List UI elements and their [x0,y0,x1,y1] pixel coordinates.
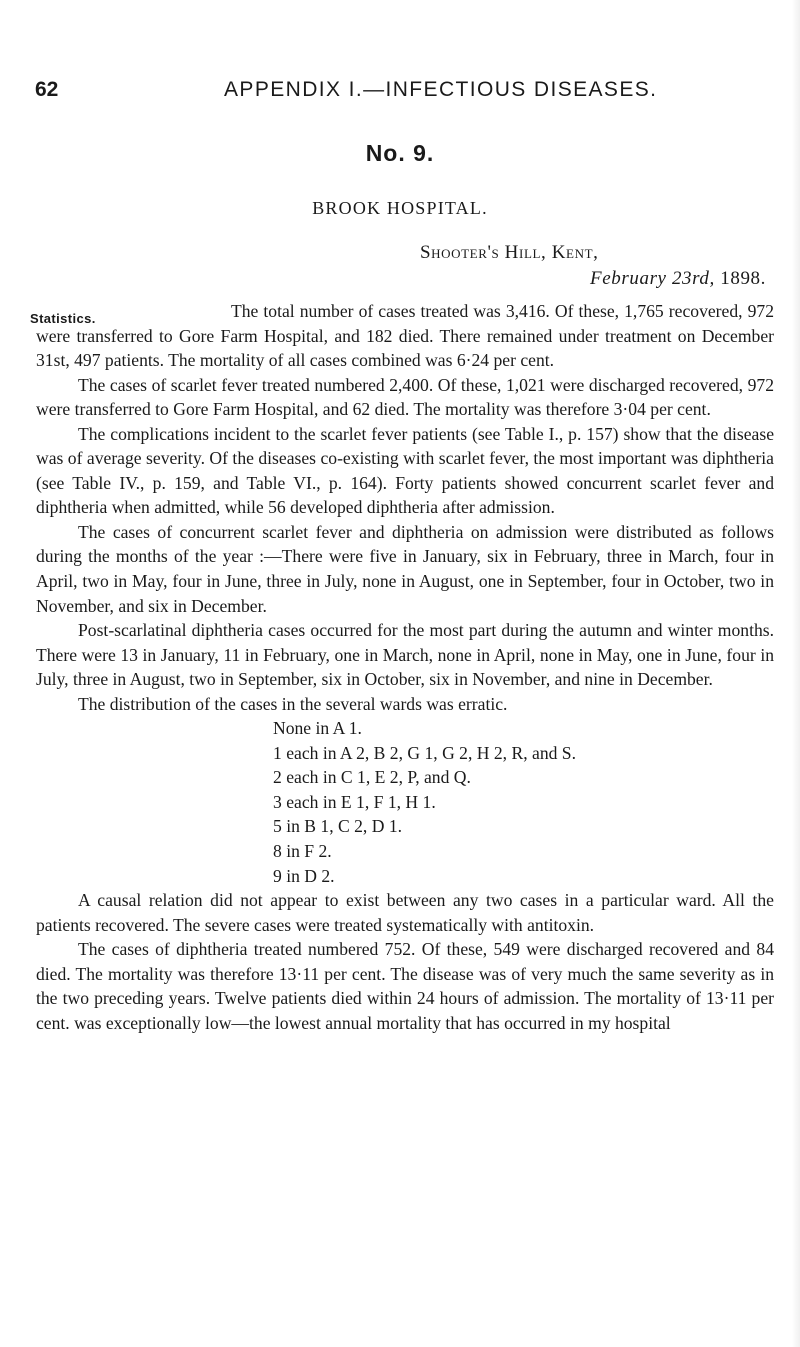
paragraph: The distribution of the cases in the several wards was erratic. [78,693,508,714]
paragraph: The total number of cases treated was 3,416. Of these, 1,765 recovered, 972 were transferred to Gore Farm Hospital, and 182 died. There remained under treatment on December 31st, 497 patients. The mortality of all cases combined was 6·24 per cent. [36,301,774,371]
paragraph: The cases of diphtheria treated numbered 752. Of these, 549 were discharged recovered and 84 died. The mortality was therefore 13·11 per cent. The disease was of very much the same severity as in the two preceding years. Twelve patients died within 24 hours of admission. The mortality of 13·11 per cent. was exceptionally low—the lowest annual mortality that has occurred in my hospital [36,939,774,1033]
paragraph: A causal relation did not appear to exist between any two cases in a particular ward. All the patients recovered. The severe cases were treated systematically with antitoxin. [36,890,774,935]
paragraph: The cases of concurrent scarlet fever and diphtheria on admission were distributed as follows during the months of the year :—There were five in January, six in February, three in March, four in April, two in May, four in June, three in July, none in August, one in September, four in October, two in November, and six in December. [36,521,774,616]
margin-note: Statistics. [30,311,96,326]
address-place: Shooter's Hill, Kent, [420,242,599,263]
address-date-italic: February 23rd, [590,268,715,289]
running-header [0,78,800,108]
hospital-name: BROOK HOSPITAL. [312,198,488,218]
paragraph: The complications incident to the scarlet fever patients (see Table I., p. 157) show that the disease was of average severity. Of the diseases co-existing with scarlet fever, the most important was diphtheria (see Table IV., p. 159, and Table VI., p. 164). Forty patients showed concurrent scarlet fever and diphtheria when admitted, while 56 developed diphtheria after admission. [36,423,774,518]
page-edge-shadow [792,0,800,1347]
list-item: 3 each in E 1, F 1, H 1. [273,791,436,812]
ward-distribution-list [273,716,774,888]
paragraph: Post-scarlatinal diphtheria cases occurred for the most part during the autumn and winter months. There were 13 in January, 11 in February, one in March, none in April, none in May, one in June, four in July, three in August, two in September, six in October, six in November, and nine in December. [36,620,774,690]
list-item: None in A 1. [273,718,362,739]
address-block [420,240,772,292]
document-number: No. 9. [365,140,435,166]
address-year: 1898. [714,268,766,289]
list-item: 5 in B 1, C 2, D 1. [273,816,403,837]
address-date [420,266,772,292]
list-item: 1 each in A 2, B 2, G 1, G 2, H 2, R, and S. [273,742,576,763]
list-item: 8 in F 2. [273,841,332,862]
page-number: 62 [35,78,59,101]
paragraph: The cases of scarlet fever treated numbered 2,400. Of these, 1,021 were discharged recovered, 972 were transferred to Gore Farm Hospital, and 62 died. The mortality was therefore 3·04 per cent. [36,374,774,420]
running-title: APPENDIX I.—INFECTIOUS DISEASES. [224,78,658,101]
list-item: 9 in D 2. [273,865,335,886]
list-item: 2 each in C 1, E 2, P, and Q. [273,767,471,788]
body-text [36,299,774,1035]
